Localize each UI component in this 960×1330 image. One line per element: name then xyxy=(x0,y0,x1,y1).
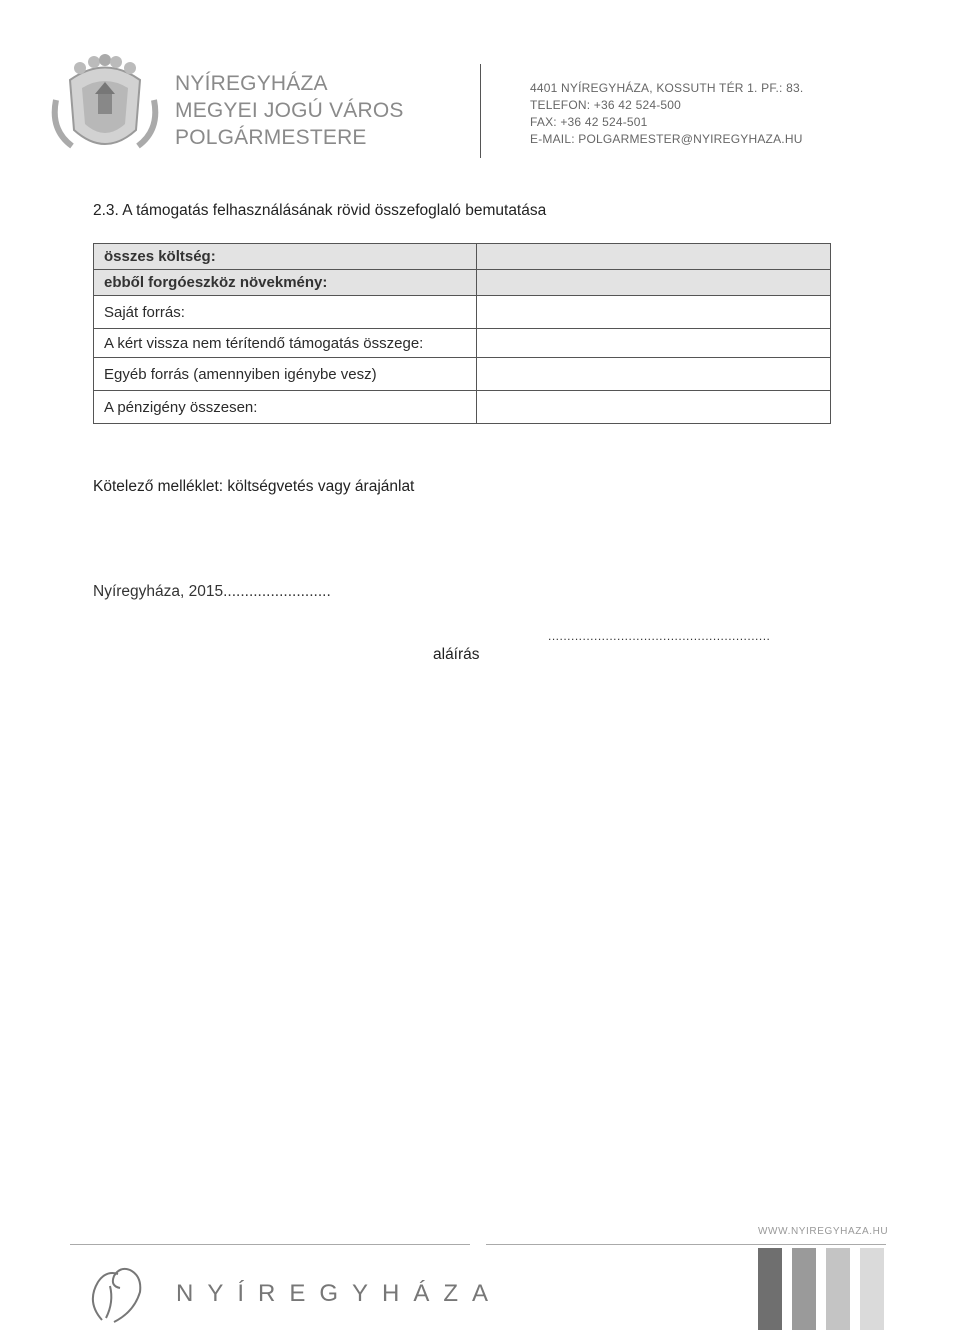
row-value[interactable] xyxy=(477,270,831,296)
row-label: Egyéb forrás (amennyiben igénybe vesz) xyxy=(94,358,477,391)
fax: FAX: +36 42 524-501 xyxy=(530,115,648,129)
cost-table xyxy=(93,243,831,424)
org-line-2: MEGYEI JOGÚ VÁROS xyxy=(175,99,404,122)
phone: TELEFON: +36 42 524-500 xyxy=(530,98,682,112)
footer-bar xyxy=(860,1248,884,1330)
signature-label: aláírás xyxy=(433,646,480,663)
table-row xyxy=(94,358,831,391)
row-label: Saját forrás: xyxy=(94,296,477,329)
row-value[interactable] xyxy=(477,296,831,329)
email: E-MAIL: POLGARMESTER@NYIREGYHAZA.HU xyxy=(530,132,803,146)
footer-bar xyxy=(826,1248,850,1330)
contact-block xyxy=(530,80,830,148)
footer-line-left xyxy=(70,1244,470,1245)
footer-line-right xyxy=(486,1244,886,1245)
footer-color-bars xyxy=(758,1248,884,1330)
org-line-3: POLGÁRMESTERE xyxy=(175,126,367,149)
city-swirl-logo xyxy=(84,1262,154,1326)
row-label: összes költség: xyxy=(94,244,477,270)
signature-line[interactable]: .......................................................... xyxy=(548,629,771,643)
header-divider xyxy=(480,64,481,158)
attachment-note: Kötelező melléklet: költségvetés vagy árajánlat xyxy=(93,478,415,495)
website-url: WWW.NYIREGYHAZA.HU xyxy=(758,1226,889,1237)
row-value[interactable] xyxy=(477,391,831,424)
row-label: ebből forgóeszköz növekmény: xyxy=(94,270,477,296)
table-row xyxy=(94,329,831,358)
footer-bar xyxy=(758,1248,782,1330)
org-line-1: NYÍREGYHÁZA xyxy=(175,72,328,95)
row-value[interactable] xyxy=(477,358,831,391)
row-label: A kért vissza nem térítendő támogatás összege: xyxy=(94,329,477,358)
table-row xyxy=(94,270,831,296)
row-value[interactable] xyxy=(477,244,831,270)
table-row xyxy=(94,244,831,270)
address: 4401 NYÍREGYHÁZA, KOSSUTH TÉR 1. PF.: 83. xyxy=(530,81,804,95)
section-title: 2.3. A támogatás felhasználásának rövid összefoglaló bemutatása xyxy=(93,202,547,219)
footer-bar xyxy=(792,1248,816,1330)
footer-city-name: NYÍREGYHÁZA xyxy=(176,1280,503,1307)
row-label: A pénzigény összesen: xyxy=(94,391,477,424)
city-crest-logo xyxy=(50,50,160,162)
org-name-block xyxy=(175,70,465,151)
table-row xyxy=(94,296,831,329)
place-date[interactable]: Nyíregyháza, 2015......................... xyxy=(93,583,331,600)
row-value[interactable] xyxy=(477,329,831,358)
table-row xyxy=(94,391,831,424)
